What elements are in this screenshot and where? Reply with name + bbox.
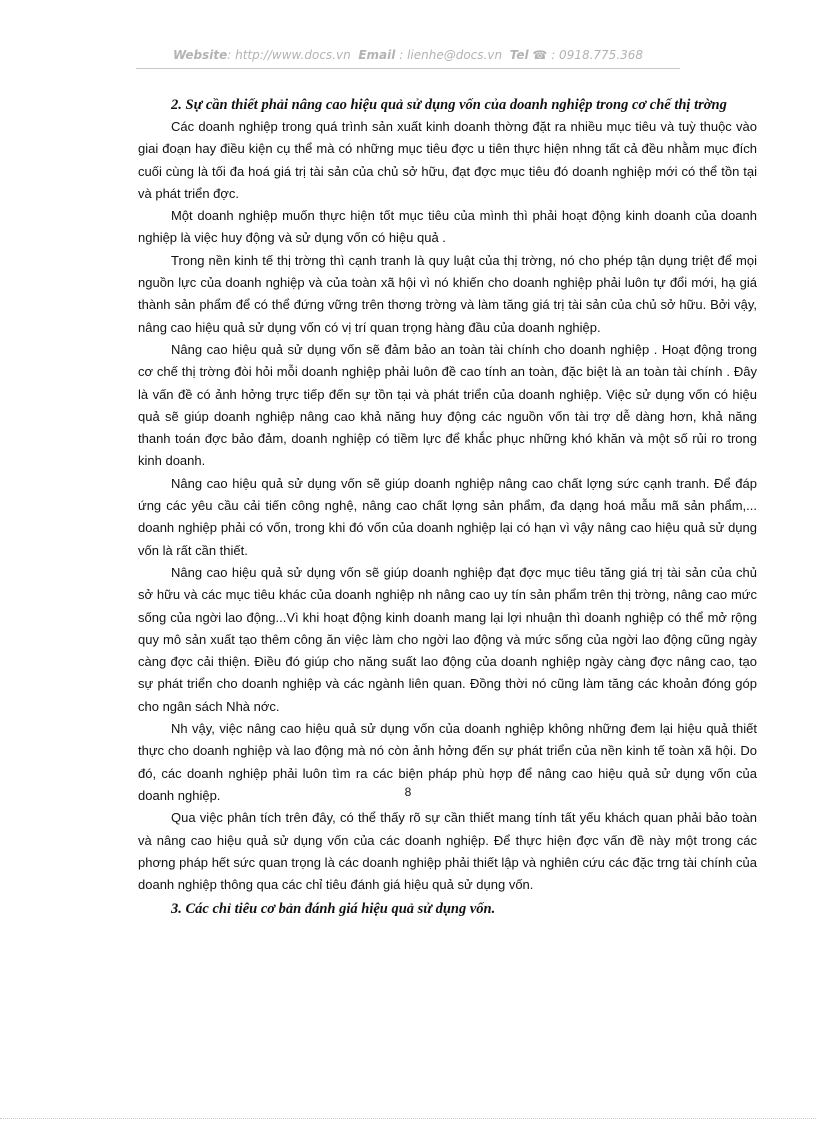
paragraph: Nâng cao hiệu quả sử dụng vốn sẽ giúp doanh nghiệp đạt đợc mục tiêu tăng giá trị tài sản của chủ sở hữu và các mục tiêu khác của doanh nghiệp nh nâng cao uy tín sản phẩm trên thị trờng, nâng cao mức sống của ngời lao động...Vì khi hoạt động kinh doanh mang lại lợi nhuận thì doanh nghiệp có thể mở rộng quy mô sản xuất tạo thêm công ăn việc làm cho ngời lao động và mức sống của ngời lao động cũng ngày càng đợc cải thiện. Điều đó giúp cho năng suất lao động của doanh nghiệp ngày càng đợc nâng cao, tạo sự phát triển cho doanh nghiệp và các ngành liên quan. Đồng thời nó cũng làm tăng các khoản đóng góp cho ngân sách Nhà nớc. [138, 564, 757, 714]
footer-divider [0, 1118, 816, 1119]
email-value[interactable]: : lienhe@docs.vn [399, 48, 503, 62]
page-header [0, 48, 816, 62]
phone-icon: ☎ [532, 48, 548, 62]
tel-value: : 0918.775.368 [551, 48, 644, 62]
paragraph: Một doanh nghiệp muốn thực hiện tốt mục tiêu của mình thì phải hoạt động kinh doanh của doanh nghiệp là việc huy động và sử dụng vốn có hiệu quả . [138, 208, 757, 246]
paragraph: Nh vậy, việc nâng cao hiệu quả sử dụng vốn của doanh nghiệp không những đem lại hiệu quả thiết thực cho doanh nghiệp và lao động mà nó còn ảnh hởng đến sự phát triển của nền kinh tế toàn xã hội. Do đó, các doanh nghiệp phải luôn tìm ra các biện pháp phù hợp để nâng cao hiệu quả sử dụng vốn của doanh nghiệp. [138, 721, 757, 803]
paragraph: Nâng cao hiệu quả sử dụng vốn sẽ đảm bảo an toàn tài chính cho doanh nghiệp . Hoạt động trong cơ chế thị trờng đòi hỏi mỗi doanh nghiệp phải luôn đề cao tính an toàn, đặc biệt là an toàn tài chính . Đây là vấn đề có ảnh hởng trực tiếp đến sự tồn tại và phát triển của doanh nghiệp. Việc sử dụng vốn có hiệu quả sẽ giúp doanh nghiệp nâng cao khả năng huy động các nguồn vốn tài trợ dễ dàng hơn, khả năng thanh toán đợc bảo đảm, doanh nghiệp có tiềm lực để khắc phục những khó khăn và một số rủi ro trong kinh doanh. [138, 341, 757, 469]
section-heading-2: 2. Sự cần thiết phải nâng cao hiệu quả sử dụng vốn của doanh nghiệp trong cơ chế thị trờng [171, 97, 727, 113]
paragraph: Nâng cao hiệu quả sử dụng vốn sẽ giúp doanh nghiệp nâng cao chất lợng sức cạnh tranh. Để đáp ứng các yêu cầu cải tiến công nghệ, nâng cao chất lợng sản phẩm, đa dạng hoá mẫu mã sản phẩm,... doanh nghiệp phải có vốn, trong khi đó vốn của doanh nghiệp lại có hạn vì vậy nâng cao hiệu quả sử dụng vốn là rất cần thiết. [138, 475, 757, 558]
header-divider [136, 68, 680, 69]
paragraph: Qua việc phân tích trên đây, có thể thấy rõ sự cần thiết mang tính tất yếu khách quan phải bảo toàn và nâng cao hiệu quả sử dụng vốn của các doanh nghiệp. Để thực hiện đợc vấn đề này một trong các phơng pháp hết sức quan trọng là các doanh nghiệp phải thiết lập và nghiên cứu các đặc trng tài chính của doanh nghiệp thông qua các chỉ tiêu đánh giá hiệu quả sử dụng vốn. [138, 810, 757, 893]
paragraph: Các doanh nghiệp trong quá trình sản xuất kinh doanh thờng đặt ra nhiều mục tiêu và tuỳ thuộc vào giai đoạn hay điều kiện cụ thể mà có những mục tiêu đợc u tiên thực hiện nhng tất cả đều nhằm mục đích cuối cùng là tối đa hoá giá trị tài sản của chủ sở hữu, đạt đợc mục tiêu đó doanh nghiệp mới có thể tồn tại và phát triển đợc. [138, 119, 757, 201]
section-heading-3: 3. Các chỉ tiêu cơ bản đánh giá hiệu quả sử dụng vốn. [171, 901, 496, 918]
email-label: Email [358, 48, 396, 62]
website-value[interactable]: : http://www.docs.vn [227, 48, 351, 62]
page-number: 8 [404, 785, 412, 799]
website-label: Website [172, 48, 228, 62]
paragraph: Trong nền kinh tế thị trờng thì cạnh tranh là quy luật của thị trờng, nó cho phép tận dụng triệt để mọi nguồn lực của doanh nghiệp và của toàn xã hội vì nó khiến cho doanh nghiệp phải luôn tự đổi mới, hạ giá thành sản phẩm để có thể đứng vững trên thơng trờng và làm tăng giá trị tài sản của chủ sở hữu. Bởi vậy, nâng cao hiệu quả sử dụng vốn có vị trí quan trọng hàng đầu của doanh nghiệp. [138, 252, 757, 335]
tel-label: Tel [509, 48, 529, 62]
